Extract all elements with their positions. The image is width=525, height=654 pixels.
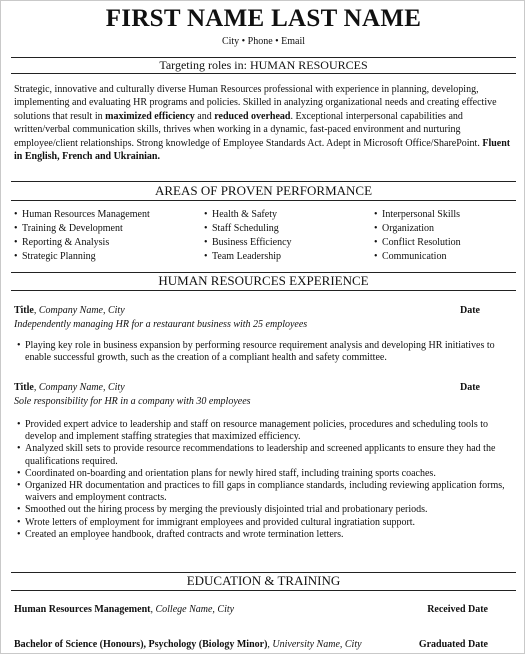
skills-column-2 (204, 208, 292, 264)
bullet-item: • Wrote letters of employment for immigrant employees and provided cultural ingratiation support. (17, 517, 513, 529)
skill-item: • Interpersonal Skills (374, 209, 461, 220)
job-company: , Company Name, City (33, 305, 125, 316)
candidate-name: FIRST NAME LAST NAME (105, 5, 422, 32)
education-heading: EDUCATION & TRAINING (11, 572, 516, 591)
skill-item: • Strategic Planning (14, 251, 96, 262)
education-school: , College Name, City (150, 604, 235, 615)
skill-item: • Reporting & Analysis (14, 237, 110, 248)
bullet-item: • Provided expert advice to leadership and staff on resource management policies, procedures and scheduling tools to develop and implement staffing strategies that maximized efficiency. (17, 419, 513, 443)
education-date: Received Date (427, 604, 488, 615)
areas-heading: AREAS OF PROVEN PERFORMANCE (11, 181, 516, 201)
skill-item: • Human Resources Management (14, 209, 150, 220)
education-school: , University Name, City (267, 639, 362, 650)
summary-text-1: Strategic, innovative and culturally diverse Human Resources professional with experience in planning, developing, implementing and evaluating HR programs and policies. Skilled in analyzing organizational needs and creating effective solutions that result in (14, 84, 497, 122)
job-description: Sole responsibility for HR in a company with 30 employees (14, 396, 251, 407)
bullet-item: • Smoothed out the hiring process by merging the previously disjointed trial and probationary periods. (17, 504, 513, 516)
job-bullets (17, 340, 513, 364)
bullet-item: • Created an employee handbook, drafted contracts and wrote termination letters. (17, 529, 513, 541)
target-label: Targeting roles in: (159, 58, 247, 72)
education-degree: Bachelor of Science (Honours), Psychology (Biology Minor) (14, 639, 268, 650)
education-date: Graduated Date (418, 639, 488, 650)
job-date: Date (460, 382, 480, 393)
job-title-line (14, 305, 125, 316)
education-entry (14, 604, 234, 615)
education-degree: Human Resources Management (14, 604, 151, 615)
skill-item: • Staff Scheduling (204, 223, 279, 234)
skill-item: • Team Leadership (204, 251, 281, 262)
skill-item: • Health & Safety (204, 209, 277, 220)
job-company: , Company Name, City (33, 382, 125, 393)
education-entry (14, 639, 362, 650)
skill-item: • Conflict Resolution (374, 237, 461, 248)
summary-text-2: and (194, 110, 215, 122)
contact-line: City • Phone • Email (221, 36, 306, 47)
target-value: HUMAN RESOURCES (249, 58, 368, 72)
job-bullets (17, 419, 513, 541)
skill-item: • Training & Development (14, 223, 123, 234)
summary-bold-2: reduced overhead (214, 110, 291, 122)
skills-column-1 (14, 208, 150, 264)
experience-heading: HUMAN RESOURCES EXPERIENCE (11, 272, 516, 291)
job-date: Date (460, 305, 480, 316)
job-title: Title (14, 382, 34, 393)
skills-column-3 (374, 208, 461, 264)
skill-item: • Communication (374, 251, 447, 262)
bullet-item: • Coordinated on-boarding and orientation plans for newly hired staff, including training sports coaches. (17, 468, 513, 480)
bullet-item: • Organized HR documentation and practices to fill gaps in compliance standards, including reviewing application forms, waivers and employment contracts. (17, 480, 513, 504)
job-title-line (14, 382, 125, 393)
job-title: Title (14, 305, 34, 316)
professional-summary (14, 83, 514, 163)
target-bar (11, 57, 516, 74)
skill-item: • Organization (374, 223, 435, 234)
job-description: Independently managing HR for a restaurant business with 25 employees (14, 319, 308, 330)
bullet-item: • Playing key role in business expansion by performing resource requirement analysis and developing HR initiatives to enable successful growth, such as the creation of a compliant health and safety committee. (17, 340, 513, 364)
summary-bold-3: Fluent in English, French and Ukrainian. (14, 137, 511, 163)
summary-text-3: . Exceptional interpersonal capabilities and written/verbal communication skills, thrives when working in a dynamic, fast-paced environment and nurturing employee/client relationships. Strong knowledge of Employee Standards Act. Adept in Microsoft Office/SharePoint. (14, 110, 483, 149)
bullet-item: • Analyzed skill sets to provide resource recommendations to leadership and screened applicants to ensure they had the qualifications required. (17, 443, 513, 467)
skill-item: • Business Efficiency (204, 237, 292, 248)
summary-bold-1: maximized efficiency (105, 110, 195, 122)
